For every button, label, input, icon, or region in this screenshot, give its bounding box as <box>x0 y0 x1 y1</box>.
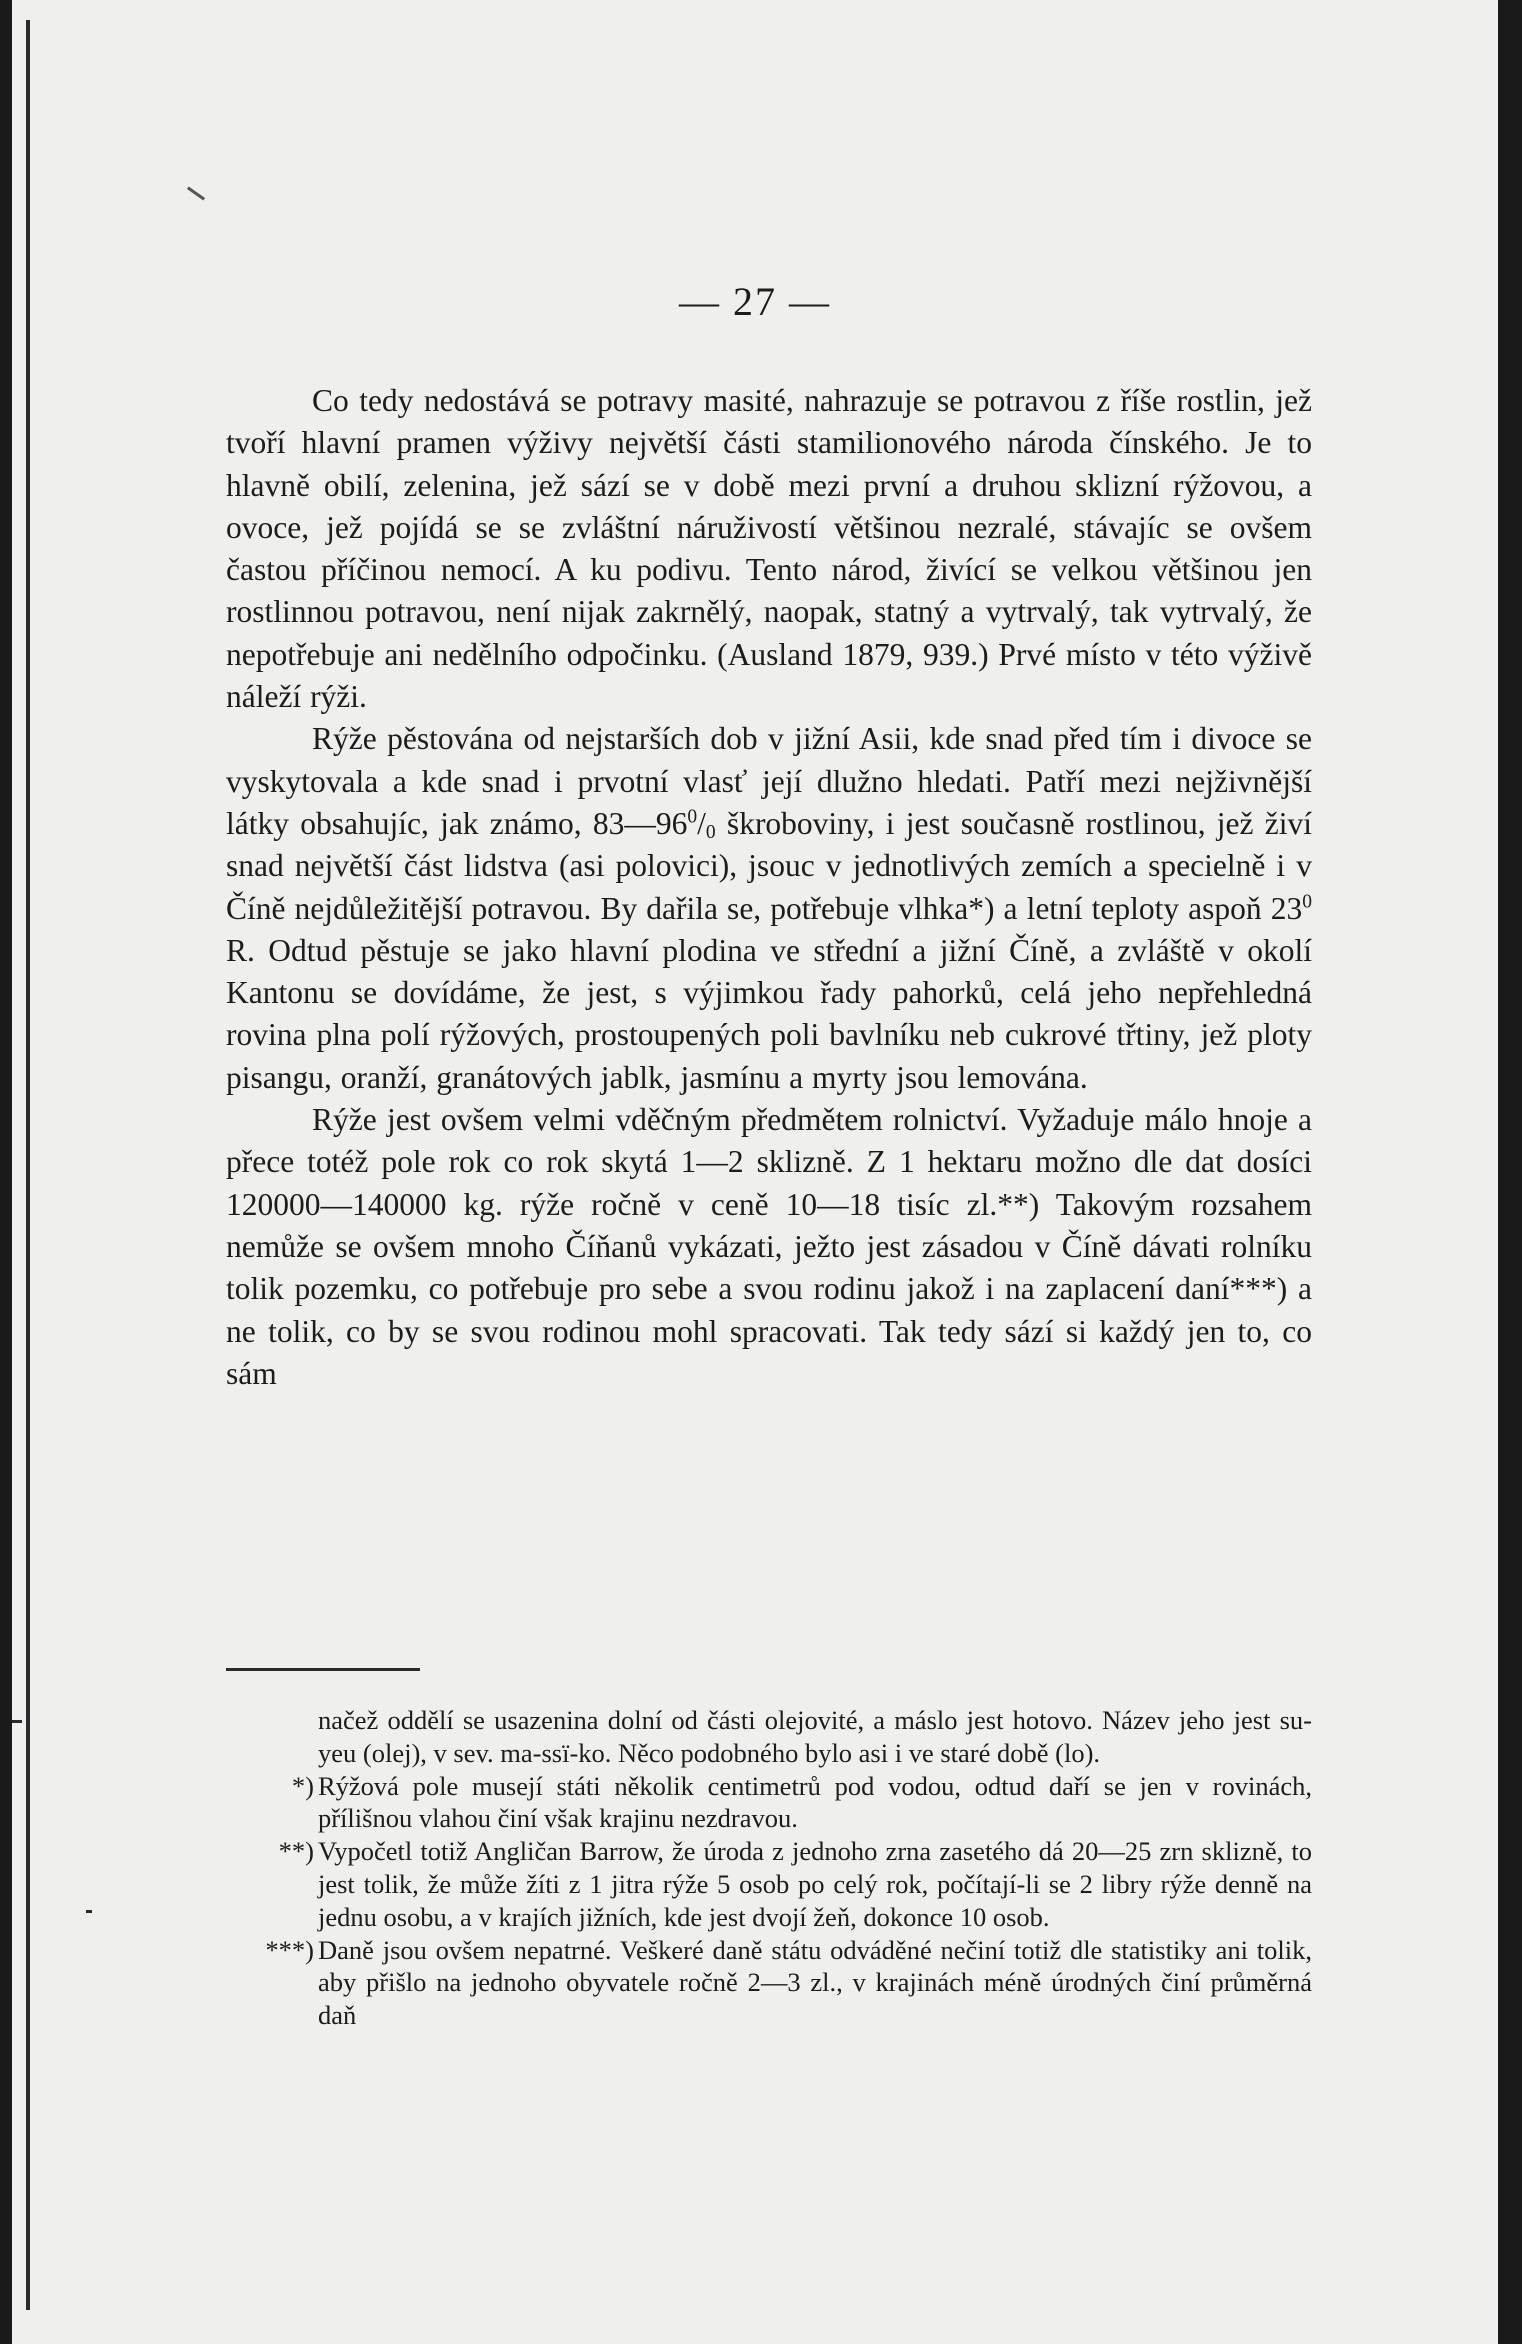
paragraph-3: Rýže jest ovšem velmi vděčným předmětem rolnictví. Vyžaduje málo hnoje a přece totéž pole rok co rok skytá 1—2 sklizně. Z 1 hektaru možno dle dat dosíci 120000—140000 kg. rýže ročně v ceně 10—18 tisíc zl.**) Takovým rozsahem nemůže se ovšem mnoho Číňanů vykázati, ježto jest zásadou v Číně dávati rolníku tolik pozemku, co potřebuje pro sebe a svou rodinu jakož i na zaplacení daní***) a ne tolik, co by se svou rodinou mohl spracovati. Tak tedy sází si každý jen to, co sám <box>226 1102 1312 1391</box>
footnote-continuation-text: načež oddělí se usazenina dolní od části olejovité, a máslo jest hotovo. Název jeho jest su-yeu (olej), v sev. ma-ssï-ko. Něco podobného bylo asi i ve staré době (lo). <box>318 1705 1312 1768</box>
footnotes <box>226 1704 1312 2032</box>
margin-mark <box>12 1720 22 1723</box>
footnote-2 <box>226 1835 1312 1933</box>
footnote-separator <box>226 1668 420 1671</box>
binding-edge <box>26 20 30 2310</box>
paragraph-2-part-c: R. Odtud pěstuje se jako hlavní plodina ve střední a jižní Číně, a zvláště v okolí Kantonu se dovídáme, že jest, s výjimkou řady pahorků, celá jeho nepřehledná rovina plna polí rýžových, prostoupených poli bavlníku neb cukrové třtiny, jež ploty pisangu, oranží, granátových jablk, jasmínu a myrty jsou lemována. <box>226 932 1312 1095</box>
footnote-1-mark: *) <box>291 1770 314 1801</box>
footnote-1 <box>226 1770 1312 1836</box>
footnote-continuation <box>226 1704 1312 1770</box>
percent-sign-top: 0 <box>687 806 698 828</box>
footnote-1-text: Rýžová pole musejí státi několik centimetrů pod vodou, odtud daří se jen v rovinách, přílišnou vlahou činí však krajinu nezdravou. <box>318 1770 1312 1834</box>
paragraph-2-part-a: Rýže pěstována od nejstarších dob v jižní Asii, kde snad před tím i divoce se vyskytovala a kde snad i prvotní vlasť její dlužno hledati. Patří mezi nejživnější látky obsahujíc, jak známo, 83—96 <box>226 721 1312 841</box>
footnote-3-text: Daně jsou ovšem nepatrné. Veškeré daně státu odváděné nečiní totiž dle statistiky ani tolik, aby přišlo na jednoho obyvatele ročně 2—3 zl., v krajinách méně úrodných činí průměrná daň <box>318 1934 1312 2031</box>
percent-sign-bottom: 0 <box>705 821 716 843</box>
paragraph-2-part-b: škroboviny, i jest současně rostlinou, jež živí snad největší část lidstva (asi polovici), jsouc v jednotlivých zemích a specielně i v Číně nejdůležitější potravou. By dařila se, potřebuje vlhka*) a letní teploty aspoň 23 <box>226 805 1312 926</box>
scan-speck <box>187 187 205 201</box>
footnote-3 <box>226 1934 1312 2032</box>
footnote-2-mark: **) <box>278 1836 314 1867</box>
paragraph-1: Co tedy nedostává se potravy masité, nahrazuje se potravou z říše rostlin, jež tvoří hlavní pramen výživy největší části stamilionového národa čínského. Je to hlavně obilí, zelenina, jež sází se v době mezi první a druhou sklizní rýžovou, a ovoce, jež pojídá se se zvláštní náruživostí většinou nezralé, stávajíc se ovšem častou příčinou nemocí. A ku podivu. Tento národ, živící se velkou většinou jen rostlinnou potravou, není nijak zakrnělý, naopak, statný a vytrvalý, tak vytrvalý, že nepotřebuje ani nedělního odpočinku. (Ausland 1879, 939.) Prvé místo v této výživě náleží rýži. <box>226 383 1312 715</box>
paragraph-2: Rýže pěstována od nejstarších dob v jižní Asii, kde snad před tím i divoce se vyskytovala a kde snad i prvotní vlasť její dlužno hledati. Patří mezi nejživnější látky obsahujíc, jak známo, $83—96^0/_0$ škroboviny, i jest současně rostlinou, jež živí snad největší část lidstva (asi polovici), jsouc v jednotlivých zemích a specielně i v Číně nejdůležitější potravou. By dařila se, potřebuje vlhka*) a letní teploty aspoň $23^0$ R. Odtud pěstuje se jako hlavní plodina ve střední a jižní Číně, a zvláště v okolí Kantonu se dovídáme, že jest, s výjimkou řady pahorků, celá jeho nepřehledná rovina plna polí rýžových, prostoupených poli bavlníku neb cukrové třtiny, jež ploty pisangu, oranží, granátových jablk, jasmínu a myrty jsou lemována. <box>226 721 1312 1095</box>
page-number: — 27 — <box>679 279 831 324</box>
body-text <box>226 380 1312 1395</box>
degree-sign: 0 <box>1302 890 1312 912</box>
footnote-3-mark: ***) <box>265 1934 314 1965</box>
footnote-2-text: Vypočetl totiž Angličan Barrow, že úroda z jednoho zrna zasetého dá 20—25 zrn sklizně, to jest tolik, že může žíti z 1 jitra rýže 5 osob po celý rok, počítají-li se 2 libry rýže denně na jednu osobu, a v krajích jižních, kde jest dvojí žeň, dokonce 10 osob. <box>318 1836 1312 1932</box>
book-page <box>12 0 1498 2344</box>
margin-mark <box>86 1910 92 1913</box>
